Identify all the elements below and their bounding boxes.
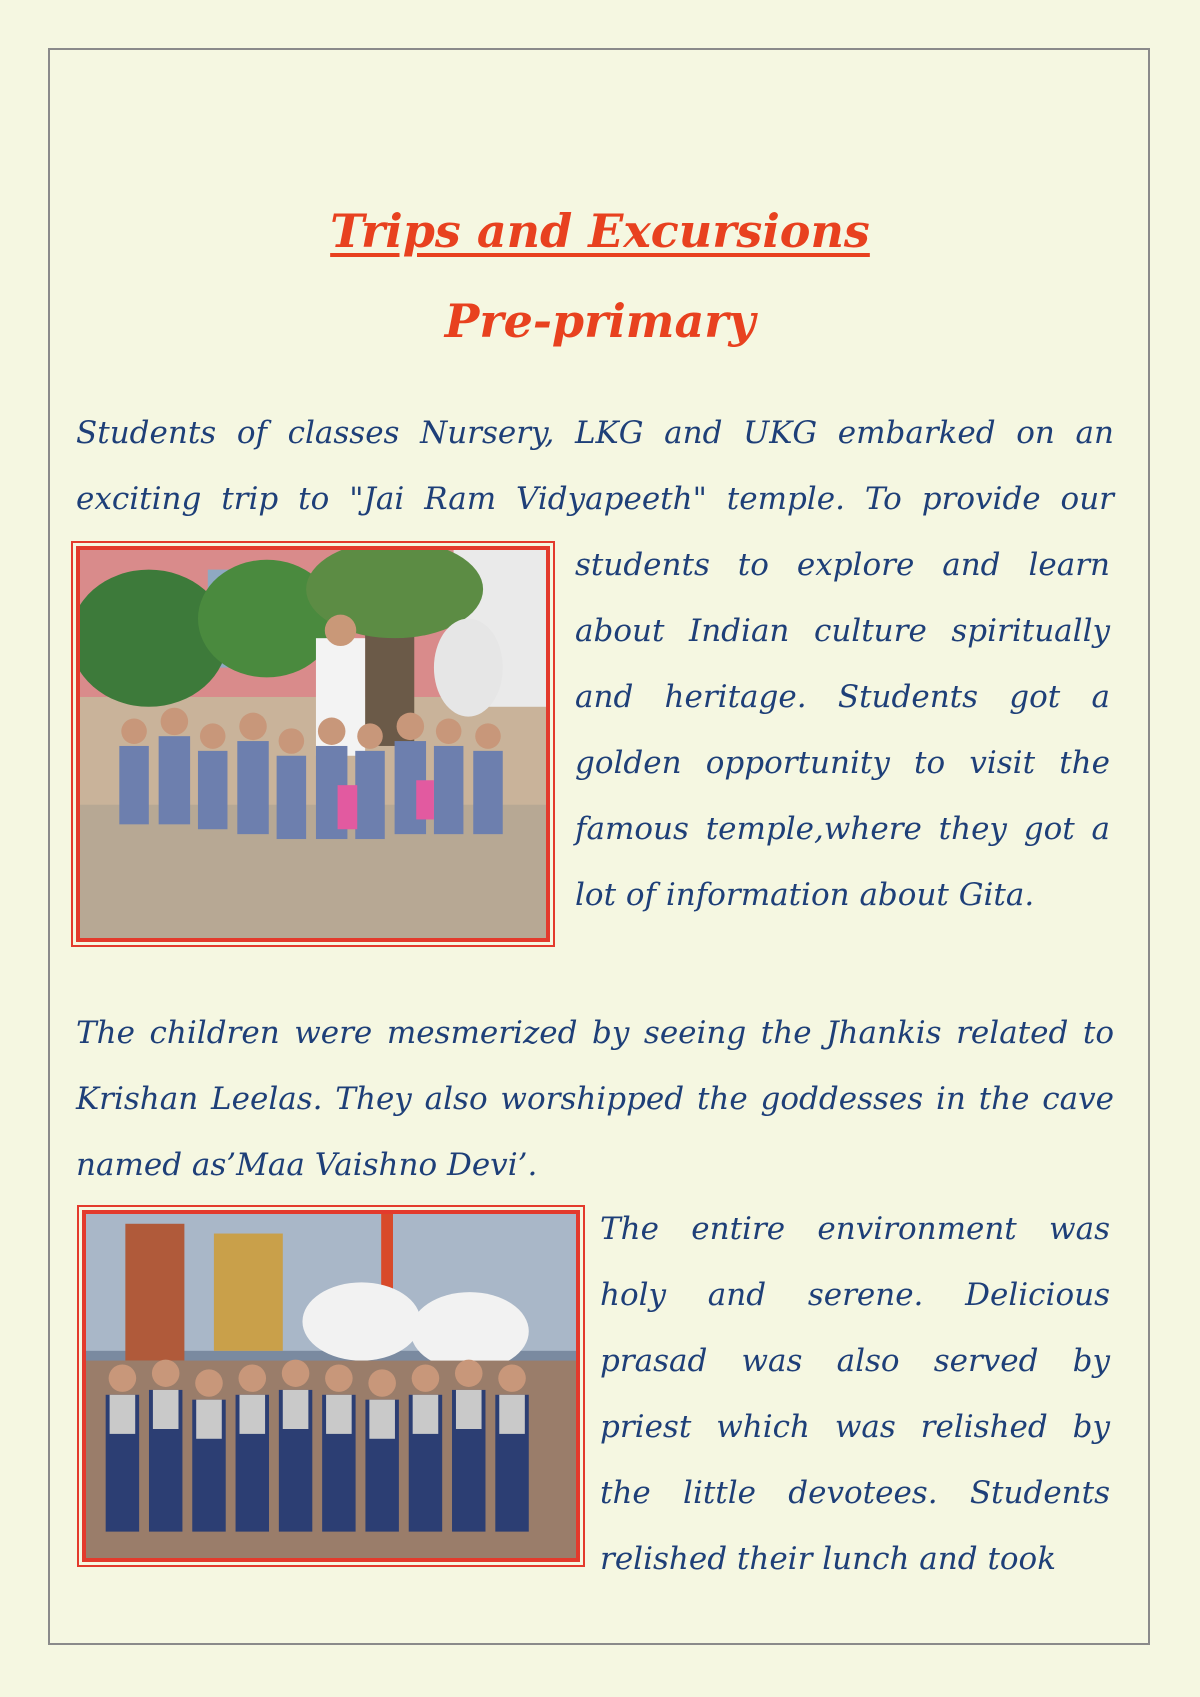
intro-paragraph: Students of classes Nursery, LKG and UKG embarked on an exciting trip to "Jai Ram Vidyapeeth" temple. To provide our (76, 415, 1114, 517)
intro-paragraph-continued: students to explore and learn about Indian culture spiritually and heritage. Students got a golden opportunity to visit the famous temple,where they got a lot of information about Gita. (575, 547, 1110, 913)
jhankis-paragraph: The children were mesmerized by seeing the Jhankis related to Krishan Leelas. They also worshipped the goddesses in the cave named as’Maa Vaishno Devi’. (76, 1015, 1114, 1183)
page-subtitle: Pre-primary (444, 294, 756, 348)
group-photo-jhanki-display (82, 1210, 580, 1562)
environment-paragraph: The entire environment was holy and serene. Delicious prasad was also served by priest which was relished by the little devotees. Students relished their lunch and took (600, 1211, 1110, 1577)
page-title: Trips and Excursions (330, 204, 870, 258)
group-photo-temple-garden (76, 546, 550, 942)
